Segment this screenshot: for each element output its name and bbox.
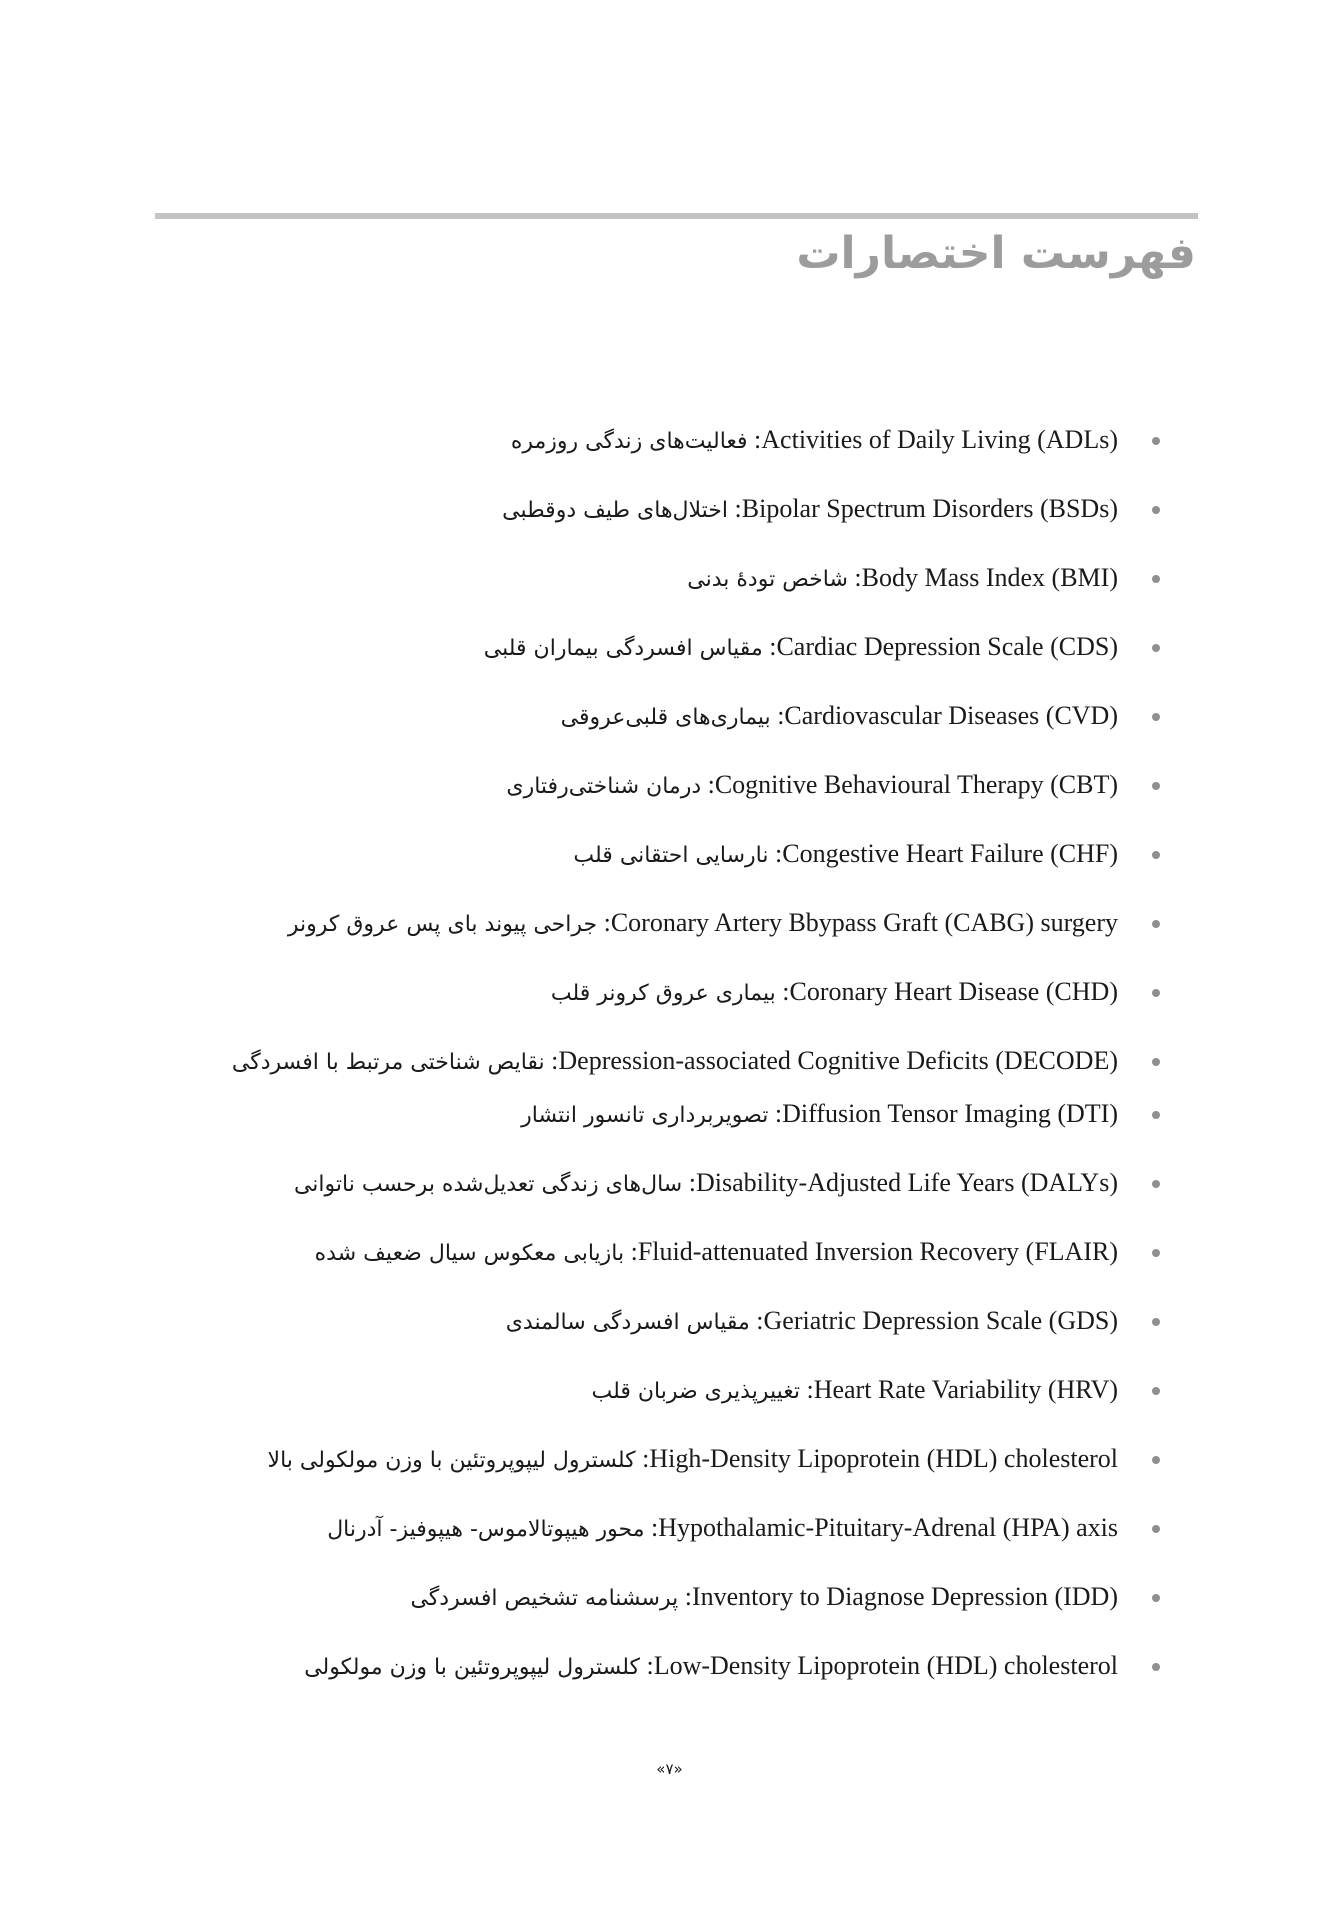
abbreviation-persian: نارسایی احتقانی قلب [573,843,769,868]
abbreviation-item: Bipolar Spectrum Disorders (BSDs): اختلال‌های طیف دوقطبی [155,487,1160,533]
bullet-icon [1152,1456,1160,1464]
abbreviation-english: Cardiovascular Diseases (CVD) [784,701,1118,730]
abbreviation-english: Coronary Artery Bbypass Graft (CABG) surgery [610,908,1118,937]
abbreviation-english: Activities of Daily Living (ADLs) [761,425,1118,454]
abbreviation-persian: تغییرپذیری ضربان قلب [591,1379,800,1404]
abbreviation-persian: کلسترول لیپوپروتئین با وزن مولکولی بالا [267,1448,636,1473]
abbreviation-english: Body Mass Index (BMI) [861,563,1118,592]
abbreviation-english: Cardiac Depression Scale (CDS) [776,632,1118,661]
abbreviation-item: Heart Rate Variability (HRV): تغییرپذیری ضربان قلب [155,1368,1160,1414]
abbreviation-item: Coronary Artery Bbypass Graft (CABG) surgery: جراحی پیوند بای پس عروق کرونر [155,901,1160,947]
abbreviation-persian: سال‌های زندگی تعدیل‌شده برحسب ناتوانی [293,1172,683,1197]
bullet-icon [1152,1525,1160,1533]
abbreviation-english: Depression-associated Cognitive Deficits (DECODE) [558,1046,1118,1075]
abbreviation-item: Cardiovascular Diseases (CVD): بیماری‌های قلبی‌عروقی [155,694,1160,740]
abbreviation-item: Activities of Daily Living (ADLs): فعالیت‌های زندگی روزمره [155,418,1160,464]
abbreviation-english: Inventory to Diagnose Depression (IDD) [691,1582,1118,1611]
abbreviation-persian: مقیاس افسردگی بیماران قلبی [483,636,763,661]
bullet-icon [1152,1594,1160,1602]
abbreviation-item: Congestive Heart Failure (CHF): نارسایی احتقانی قلب [155,832,1160,878]
abbreviation-english: Congestive Heart Failure (CHF) [782,839,1118,868]
abbreviation-item: Disability-Adjusted Life Years (DALYs): سال‌های زندگی تعدیل‌شده برحسب ناتوانی [155,1161,1160,1207]
page-title: فهرست اختصارات [796,228,1196,279]
bullet-icon [1152,713,1160,721]
bullet-icon [1152,506,1160,514]
bullet-icon [1152,1058,1160,1066]
abbreviation-persian: شاخص تودهٔ بدنی [687,567,848,592]
abbreviation-english: High-Density Lipoprotein (HDL) cholesterol [649,1444,1118,1473]
bullet-icon [1152,989,1160,997]
abbreviation-persian: اختلال‌های طیف دوقطبی [502,498,729,523]
bullet-icon [1152,1318,1160,1326]
abbreviation-persian: بازیابی معکوس سیال ضعیف شده [314,1241,625,1266]
abbreviation-persian: بیماری عروق کرونر قلب [550,981,776,1006]
abbreviation-persian: درمان شناختی‌رفتاری [506,774,702,799]
abbreviation-persian: فعالیت‌های زندگی روزمره [510,429,748,454]
bullet-icon [1152,644,1160,652]
bullet-icon [1152,437,1160,445]
abbreviation-persian: نقایص شناختی مرتبط با افسردگی [231,1050,545,1075]
abbreviation-english: Bipolar Spectrum Disorders (BSDs) [741,494,1118,523]
abbreviation-item: Diffusion Tensor Imaging (DTI): تصویربرداری تانسور انتشار [155,1092,1160,1138]
abbreviation-english: Diffusion Tensor Imaging (DTI) [782,1099,1118,1128]
abbreviation-persian: بیماری‌های قلبی‌عروقی [560,705,771,730]
abbreviation-persian: محور هیپوتالاموس- هیپوفیز- آدرنال [327,1517,645,1542]
abbreviation-english: Low-Density Lipoprotein (HDL) cholesterol [653,1651,1118,1680]
abbreviation-english: Fluid-attenuated Inversion Recovery (FLAIR) [637,1237,1118,1266]
bullet-icon [1152,1663,1160,1671]
abbreviation-item: Body Mass Index (BMI): شاخص تودهٔ بدنی [155,556,1160,602]
bullet-icon [1152,1111,1160,1119]
abbreviation-item: Coronary Heart Disease (CHD): بیماری عروق کرونر قلب [155,970,1160,1016]
bullet-icon [1152,782,1160,790]
abbreviation-item: Fluid-attenuated Inversion Recovery (FLAIR): بازیابی معکوس سیال ضعیف شده [155,1230,1160,1276]
abbreviation-english: Heart Rate Variability (HRV) [813,1375,1118,1404]
abbreviation-persian: پرسشنامه تشخیص افسردگی [410,1586,679,1611]
bullet-icon [1152,1180,1160,1188]
abbreviation-item: Inventory to Diagnose Depression (IDD): پرسشنامه تشخیص افسردگی [155,1575,1160,1621]
abbreviation-list [155,418,1160,1713]
abbreviation-persian: مقیاس افسردگی سالمندی [505,1310,750,1335]
abbreviation-item: Low-Density Lipoprotein (HDL) cholesterol: کلسترول لیپوپروتئین با وزن مولکولی [155,1644,1160,1690]
abbreviation-english: Coronary Heart Disease (CHD) [789,977,1118,1006]
abbreviation-item: Depression-associated Cognitive Deficits (DECODE): نقایص شناختی مرتبط با افسردگی [155,1039,1160,1085]
abbreviation-persian: تصویربرداری تانسور انتشار [521,1103,769,1128]
abbreviation-item: High-Density Lipoprotein (HDL) cholesterol: کلسترول لیپوپروتئین با وزن مولکولی بالا [155,1437,1160,1483]
abbreviation-english: Cognitive Behavioural Therapy (CBT) [714,770,1118,799]
bullet-icon [1152,920,1160,928]
bullet-icon [1152,1249,1160,1257]
abbreviation-item: Geriatric Depression Scale (GDS): مقیاس افسردگی سالمندی [155,1299,1160,1345]
abbreviation-item: Hypothalamic-Pituitary-Adrenal (HPA) axis: محور هیپوتالاموس- هیپوفیز- آدرنال [155,1506,1160,1552]
abbreviation-persian: کلسترول لیپوپروتئین با وزن مولکولی [304,1655,640,1680]
title-rule [155,213,1198,219]
bullet-icon [1152,575,1160,583]
abbreviation-item: Cardiac Depression Scale (CDS): مقیاس افسردگی بیماران قلبی [155,625,1160,671]
abbreviation-english: Geriatric Depression Scale (GDS) [763,1306,1118,1335]
page-number: «۷» [656,1760,683,1778]
bullet-icon [1152,851,1160,859]
abbreviation-item: Cognitive Behavioural Therapy (CBT): درمان شناختی‌رفتاری [155,763,1160,809]
bullet-icon [1152,1387,1160,1395]
abbreviation-english: Disability-Adjusted Life Years (DALYs) [695,1168,1118,1197]
abbreviation-persian: جراحی پیوند بای پس عروق کرونر [287,912,598,937]
abbreviation-english: Hypothalamic-Pituitary-Adrenal (HPA) axis [658,1513,1118,1542]
